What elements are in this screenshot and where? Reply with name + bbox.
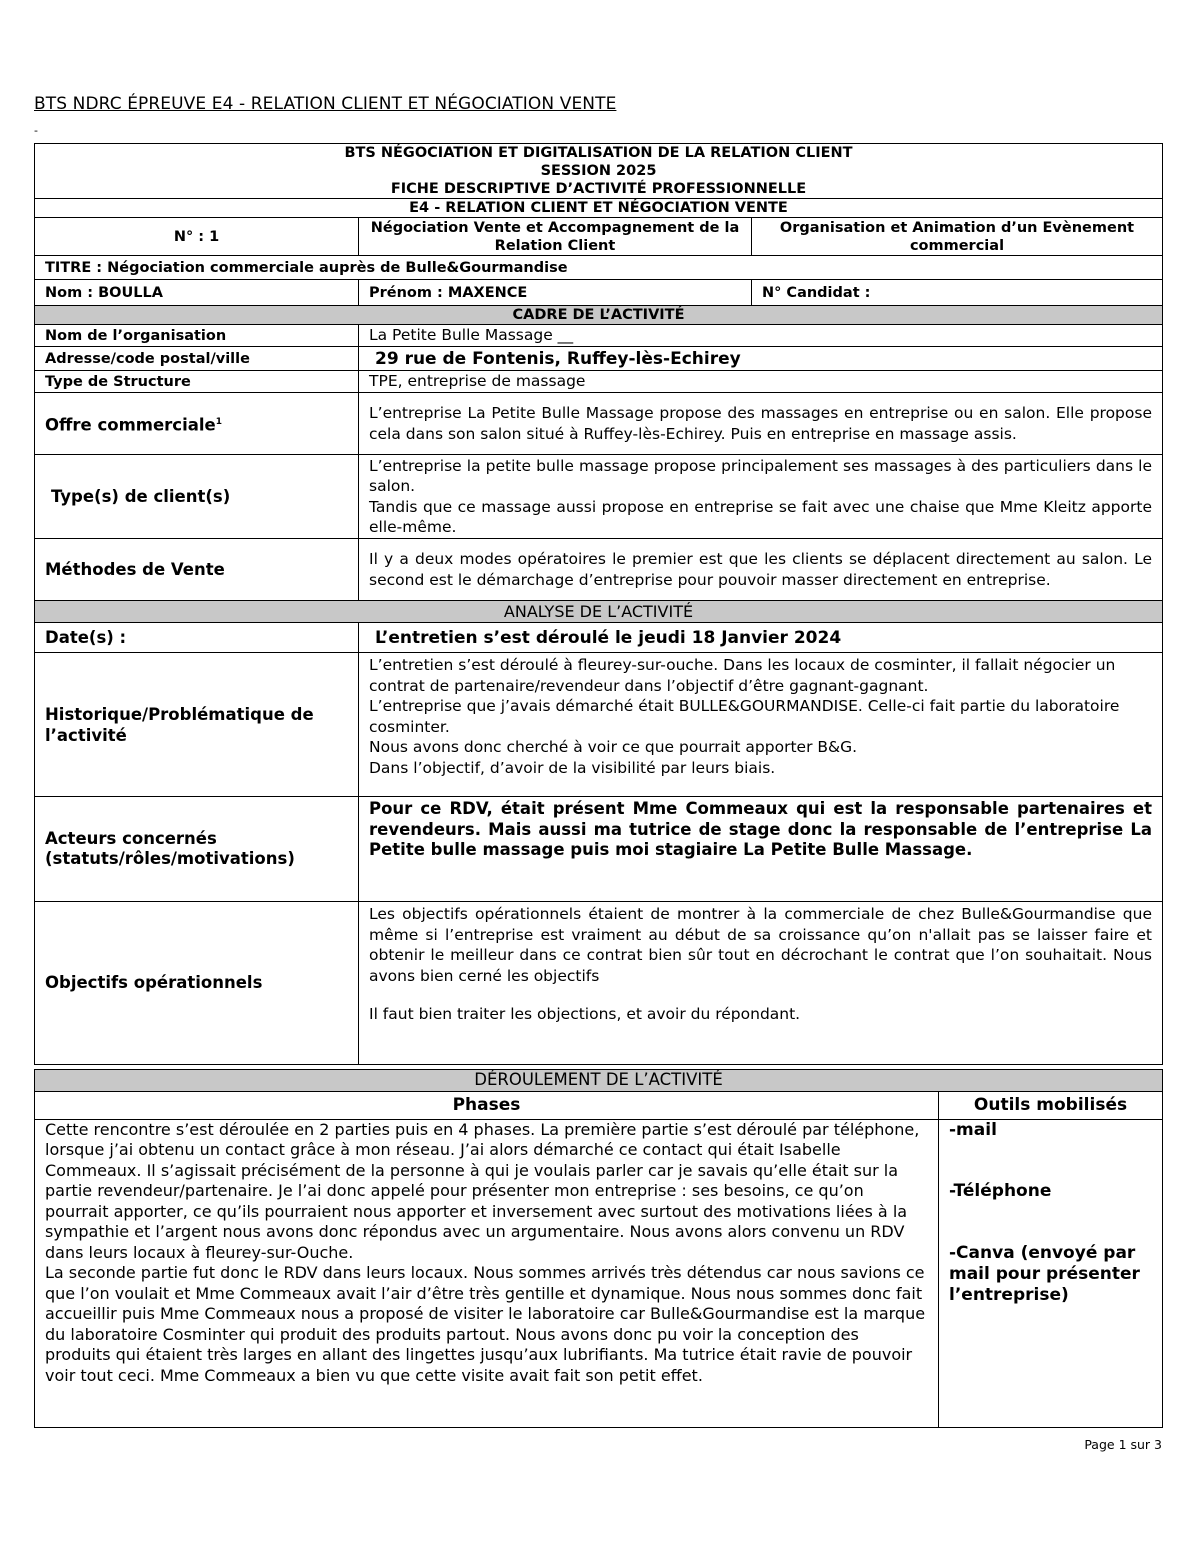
activity-sheet-table <box>34 143 1163 1065</box>
header-line-3: FICHE DESCRIPTIVE D’ACTIVITÉ PROFESSIONNELLE <box>390 181 807 197</box>
clients-label: Type(s) de client(s) <box>35 455 359 539</box>
activity-title: TITRE : Négociation commerciale auprès de Bulle&Gourmandise <box>35 256 1163 280</box>
actors-value: Pour ce RDV, était présent Mme Commeaux qui est la responsable partenaires et revendeurs. Mais aussi ma tutrice de stage donc la responsable de l’entreprise La Petite bulle massage puis moi stagiaire La Petite Bulle Massage. <box>359 797 1163 902</box>
org-label: Nom de l’organisation <box>35 325 359 347</box>
tool-item: -Canva (envoyé par mail pour présenter l’entreprise) <box>949 1242 1140 1305</box>
structure-value: TPE, entreprise de massage <box>359 371 1163 393</box>
date-label: Date(s) : <box>35 623 359 653</box>
header-block <box>35 144 1163 199</box>
offer-label: Offre commerciale$^1$ <box>35 393 359 455</box>
phases-text: Cette rencontre s’est déroulée en 2 parties puis en 4 phases. La première partie s’est déroulé par téléphone, lorsque j’ai obtenu un contact grâce à mon réseau. J’ai alors démarché ce contact qui était Isabelle Commeaux. Il s’agissait précisément de la personne à qui je voulais parler car je savais qu’elle était sur la partie revendeur/partenaire. Je l’ai donc appelé pour présenter mon entreprise : ses besoins, ce qu’on pourrait apporter, ce qu’ils pourraient nous apporter et inversement avec surtout des motivations liées à la sympathie et l’argent nous avons donc répondus avec un argumentaire. Nous avons alors convenu un RDV dans leurs locaux à fleurey-sur-Ouche. La seconde partie fut donc le RDV dans leurs locaux. Nous sommes arrivés très détendus car nous savions ce que l’on voulait et Mme Commeaux avait l’air d’être très gentille et dynamique. Nous nous sommes donc fait accueillir puis Mme Commeaux nous a proposé de visiter le laboratoire car Bulle&Gourmandise est la marque du laboratoire Cosminter qui produit des produits partout. Nous avons donc pu voir la conception des produits qui étaient très larges en allant des lingettes jusqu’aux lubrifiants. Ma tutrice était ravie de pouvoir voir tout ceci. Mme Commeaux a bien vu que cette visite avait fait son petit effet. <box>35 1119 939 1427</box>
candidate-name: Nom : BOULLA <box>35 280 359 306</box>
clients-value: L’entreprise la petite bulle massage propose principalement ses massages à des particuliers dans le salon. Tandis que ce massage aussi propose en entreprise se fait avec une chaise que Mme Kleitz apporte elle-même. <box>359 455 1163 539</box>
methods-label: Méthodes de Vente <box>35 539 359 601</box>
objectives-label: Objectifs opérationnels <box>35 902 359 1065</box>
deroulement-table <box>34 1069 1163 1428</box>
methods-value: Il y a deux modes opératoires le premier est que les clients se déplacent directement au salon. Le second est le démarchage d’entreprise pour pouvoir masser directement en entreprise. <box>359 539 1163 601</box>
col-outils: Outils mobilisés <box>939 1091 1163 1119</box>
tools-list <box>939 1119 1163 1427</box>
numero: N° : 1 <box>35 218 359 256</box>
org-value: La Petite Bulle Massage __ <box>359 325 1163 347</box>
option-nrc: Négociation Vente et Accompagnement de la Relation Client <box>359 218 752 256</box>
address-value: 29 rue de Fontenis, Ruffey-lès-Echirey <box>359 347 1163 371</box>
structure-label: Type de Structure <box>35 371 359 393</box>
date-value: L’entretien s’est déroulé le jeudi 18 Janvier 2024 <box>359 623 1163 653</box>
col-phases: Phases <box>35 1091 939 1119</box>
candidate-number: N° Candidat : <box>752 280 1163 306</box>
tool-item: -mail <box>949 1119 997 1140</box>
header-line-2: SESSION 2025 <box>540 163 657 179</box>
offer-value: L’entreprise La Petite Bulle Massage propose des massages en entreprise ou en salon. Elle propose cela dans son salon situé à Ruffey-lès-Echirey. Puis en entreprise en massage assis. <box>359 393 1163 455</box>
option-oaec: Organisation et Animation d’un Evènement commercial <box>752 218 1163 256</box>
history-value: L’entretien s’est déroulé à fleurey-sur-ouche. Dans les locaux de cosminter, il fallait négocier un contrat de partenaire/revendeur dans l’objectif d’être gagnant-gagnant. L’entreprise que j’avais démarché était BULLE&GOURMANDISE. Celle-ci fait partie du laboratoire cosminter. Nous avons donc cherché à voir ce que pourrait apporter B&G. Dans l’objectif, d’avoir de la visibilité par leurs biais. <box>359 653 1163 797</box>
actors-label: Acteurs concernés (statuts/rôles/motivations) <box>35 797 359 902</box>
page-title: BTS NDRC ÉPREUVE E4 - RELATION CLIENT ET NÉGOCIATION VENTE <box>34 94 617 114</box>
address-label: Adresse/code postal/ville <box>35 347 359 371</box>
page-footer: Page 1 sur 3 <box>1084 1437 1162 1452</box>
candidate-firstname: Prénom : MAXENCE <box>359 280 752 306</box>
epreuve-title: E4 - RELATION CLIENT ET NÉGOCIATION VENTE <box>35 199 1163 218</box>
history-label: Historique/Problématique de l’activité <box>35 653 359 797</box>
section-analyse: ANALYSE DE L’ACTIVITÉ <box>35 601 1163 623</box>
tool-item: -Téléphone <box>949 1180 1052 1201</box>
footnote-ref: 1 <box>215 416 222 427</box>
section-deroulement: DÉROULEMENT DE L’ACTIVITÉ <box>35 1070 1163 1092</box>
section-cadre: CADRE DE L’ACTIVITÉ <box>35 306 1163 325</box>
stray-mark: - <box>34 124 38 137</box>
header-line-1: BTS NÉGOCIATION ET DIGITALISATION DE LA RELATION CLIENT <box>344 145 853 161</box>
objectives-value: Les objectifs opérationnels étaient de montrer à la commerciale de chez Bulle&Gourmandise que même si l’entreprise est vraiment au début de sa croissance qu’on n'allait pas se laisser faire et obtenir le meilleur dans ce contrat bien sûr tout en décrochant le contrat que l’on souhaitait. Nous avons bien cerné les objectifs Il faut bien traiter les objections, et avoir du répondant. <box>359 902 1163 1065</box>
